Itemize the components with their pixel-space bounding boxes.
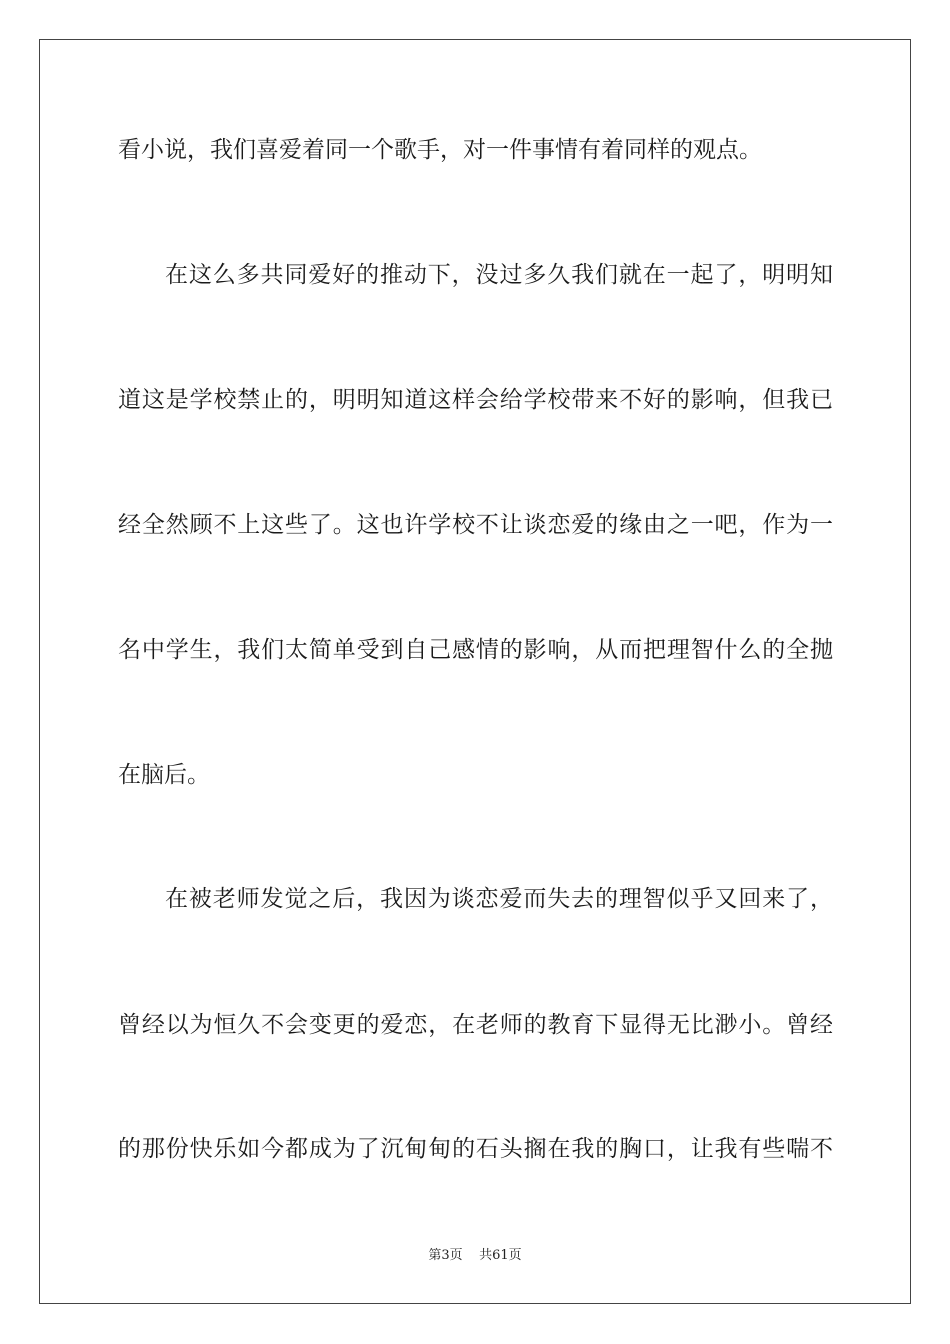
body-text-line: 在这么多共同爱好的推动下，没过多久我们就在一起了，明明知	[165, 262, 833, 288]
body-text-line: 在脑后。	[118, 762, 210, 788]
body-text-line: 看小说，我们喜爱着同一个歌手，对一件事情有着同样的观点。	[118, 137, 762, 163]
body-text-line: 在被老师发觉之后，我因为谈恋爱而失去的理智似乎又回来了，	[165, 886, 833, 912]
page-border	[39, 39, 911, 1304]
body-text-line: 经全然顾不上这些了。这也许学校不让谈恋爱的缘由之一吧，作为一	[118, 512, 833, 538]
page-footer	[0, 1247, 950, 1265]
body-text-line: 的那份快乐如今都成为了沉甸甸的石头搁在我的胸口，让我有些喘不	[118, 1136, 833, 1162]
body-text-line: 名中学生，我们太简单受到自己感情的影响，从而把理智什么的全抛	[118, 637, 833, 663]
body-text-line: 道这是学校禁止的，明明知道这样会给学校带来不好的影响，但我已	[118, 387, 833, 413]
page-total: 共61页	[479, 1248, 522, 1263]
body-text-line: 曾经以为恒久不会变更的爱恋，在老师的教育下显得无比渺小。曾经	[118, 1012, 833, 1038]
page-number: 第3页	[428, 1248, 463, 1263]
